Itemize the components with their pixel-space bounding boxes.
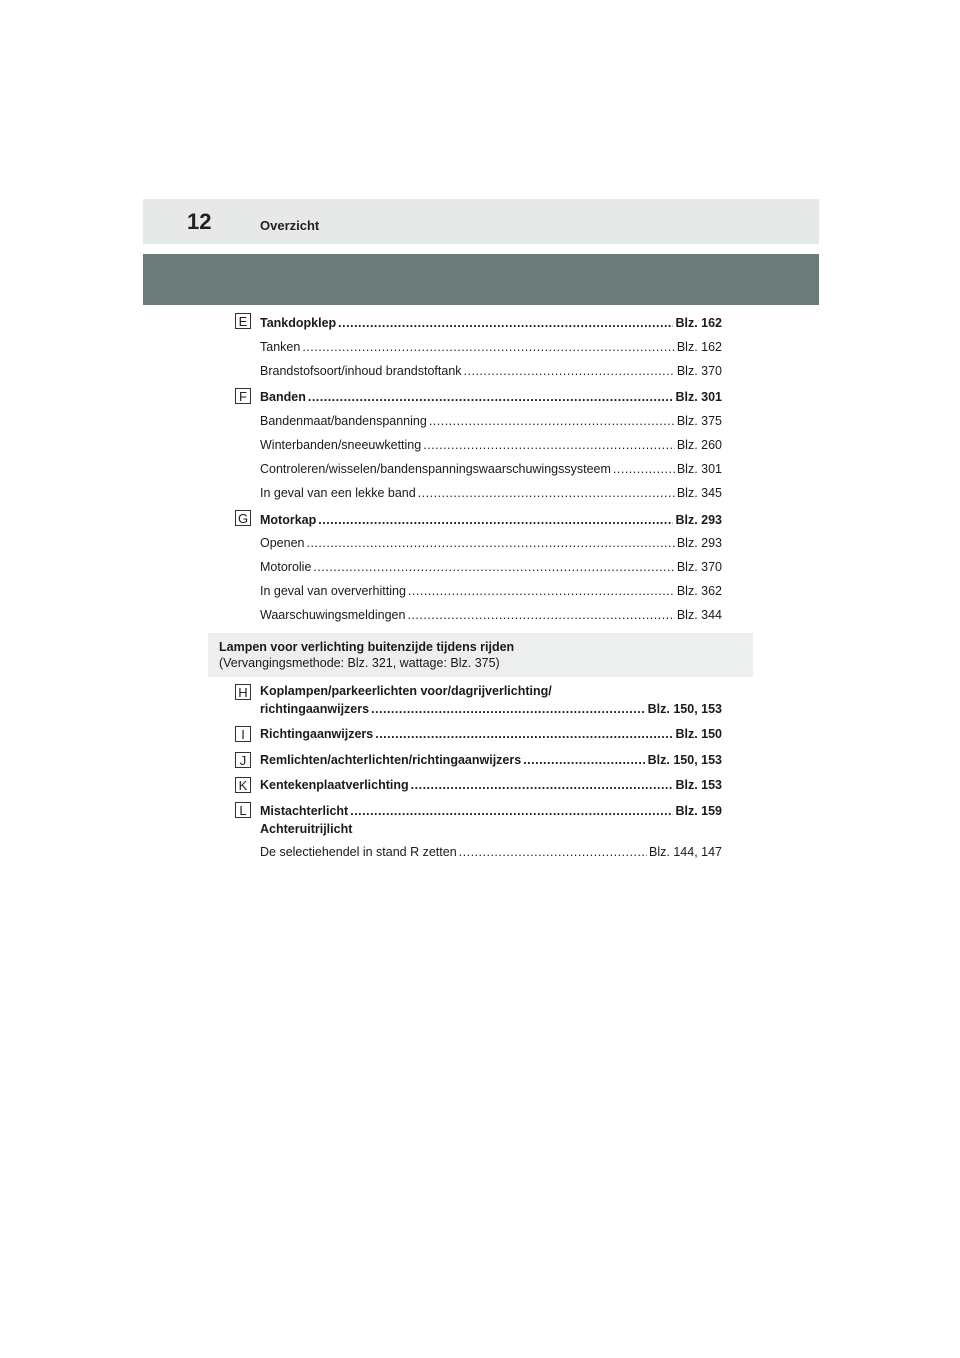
entry-banden bbox=[260, 390, 722, 408]
entry-tanken bbox=[260, 340, 722, 358]
entry-richtingaanwijzers bbox=[260, 727, 722, 745]
letter-marker-j: J bbox=[235, 752, 251, 768]
entry-koplampen-line1: Koplampen/parkeerlichten voor/dagrijverlichting/ bbox=[260, 684, 552, 698]
letter-marker-f: F bbox=[235, 388, 251, 404]
page-header bbox=[143, 199, 819, 244]
entry-label: Richtingaanwijzers bbox=[260, 727, 374, 741]
entry-tankdopklep bbox=[260, 316, 722, 334]
page-ref[interactable]: Blz. 375 bbox=[676, 414, 722, 428]
entry-label: Motorolie bbox=[260, 560, 312, 574]
entry-winterbanden bbox=[260, 438, 722, 456]
entry-mistachterlicht bbox=[260, 804, 722, 822]
page-ref[interactable]: Blz. 370 bbox=[676, 560, 722, 574]
lights-note-box bbox=[208, 633, 753, 677]
entry-label: Openen bbox=[260, 536, 305, 550]
letter-marker-g: G bbox=[235, 510, 251, 526]
entry-oververhitting bbox=[260, 584, 722, 602]
entry-waarschuwingsmeldingen bbox=[260, 608, 722, 626]
entry-lekke-band bbox=[260, 486, 722, 504]
page-ref[interactable]: Blz. 362 bbox=[676, 584, 722, 598]
entry-label: Bandenmaat/bandenspanning bbox=[260, 414, 427, 428]
entry-label: Tanken bbox=[260, 340, 301, 354]
page-ref[interactable]: Blz. 162 bbox=[676, 340, 722, 354]
page-ref[interactable]: Blz. 159 bbox=[675, 804, 722, 818]
entry-bandenmaat bbox=[260, 414, 722, 432]
entry-label: Waarschuwingsmeldingen bbox=[260, 608, 406, 622]
entry-openen bbox=[260, 536, 722, 554]
entry-label: Banden bbox=[260, 390, 306, 404]
entry-remlichten bbox=[260, 753, 722, 771]
page-ref[interactable]: Blz. 162 bbox=[675, 316, 722, 330]
entry-label: In geval van oververhitting bbox=[260, 584, 406, 598]
page-ref[interactable]: Blz. 150, 153 bbox=[647, 753, 722, 767]
entry-kentekenplaatverlichting bbox=[260, 778, 722, 796]
entry-label: Remlichten/achterlichten/richtingaanwijzers bbox=[260, 753, 522, 767]
letter-marker-e: E bbox=[235, 313, 251, 329]
header-band bbox=[143, 254, 819, 305]
entry-koplampen bbox=[260, 702, 722, 720]
entry-label: Kentekenplaatverlichting bbox=[260, 778, 409, 792]
letter-marker-k: K bbox=[235, 777, 251, 793]
entry-selectiehendel bbox=[260, 845, 722, 863]
entry-label: Controleren/wisselen/bandenspanningswaarschuwingssysteem bbox=[260, 462, 611, 476]
note-subtitle: (Vervangingsmethode: Blz. 321, wattage: Blz. 375) bbox=[219, 656, 500, 670]
page-ref[interactable]: Blz. 150 bbox=[675, 727, 722, 741]
page-ref[interactable]: Blz. 301 bbox=[676, 462, 722, 476]
page-ref[interactable]: Blz. 344 bbox=[676, 608, 722, 622]
page-ref[interactable]: Blz. 370 bbox=[676, 364, 722, 378]
entry-label: Brandstofsoort/inhoud brandstoftank bbox=[260, 364, 462, 378]
entry-controleren bbox=[260, 462, 722, 480]
entry-label: Mistachterlicht bbox=[260, 804, 349, 818]
entry-motorolie bbox=[260, 560, 722, 578]
page-ref[interactable]: Blz. 301 bbox=[675, 390, 722, 404]
page-ref[interactable]: Blz. 345 bbox=[676, 486, 722, 500]
entry-achteruitrijlicht: Achteruitrijlicht bbox=[260, 822, 353, 836]
entry-label: In geval van een lekke band bbox=[260, 486, 416, 500]
entry-motorkap bbox=[260, 513, 722, 531]
page-ref[interactable]: Blz. 150, 153 bbox=[647, 702, 722, 716]
letter-marker-h: H bbox=[235, 684, 251, 700]
letter-marker-l: L bbox=[235, 802, 251, 818]
letter-marker-i: I bbox=[235, 726, 251, 742]
entry-label: De selectiehendel in stand R zetten bbox=[260, 845, 457, 859]
entry-label: Motorkap bbox=[260, 513, 317, 527]
page-ref[interactable]: Blz. 153 bbox=[675, 778, 722, 792]
section-title: Overzicht bbox=[260, 218, 320, 233]
entry-brandstofsoort bbox=[260, 364, 722, 382]
page-ref[interactable]: Blz. 260 bbox=[676, 438, 722, 452]
page-ref[interactable]: Blz. 293 bbox=[676, 536, 722, 550]
page-ref[interactable]: Blz. 293 bbox=[675, 513, 722, 527]
entry-label: Tankdopklep bbox=[260, 316, 337, 330]
note-title: Lampen voor verlichting buitenzijde tijdens rijden bbox=[219, 640, 515, 654]
page-ref[interactable]: Blz. 144, 147 bbox=[649, 845, 722, 859]
page-number: 12 bbox=[187, 209, 212, 234]
entry-label: Winterbanden/sneeuwketting bbox=[260, 438, 422, 452]
entry-label: richtingaanwijzers bbox=[260, 702, 370, 716]
